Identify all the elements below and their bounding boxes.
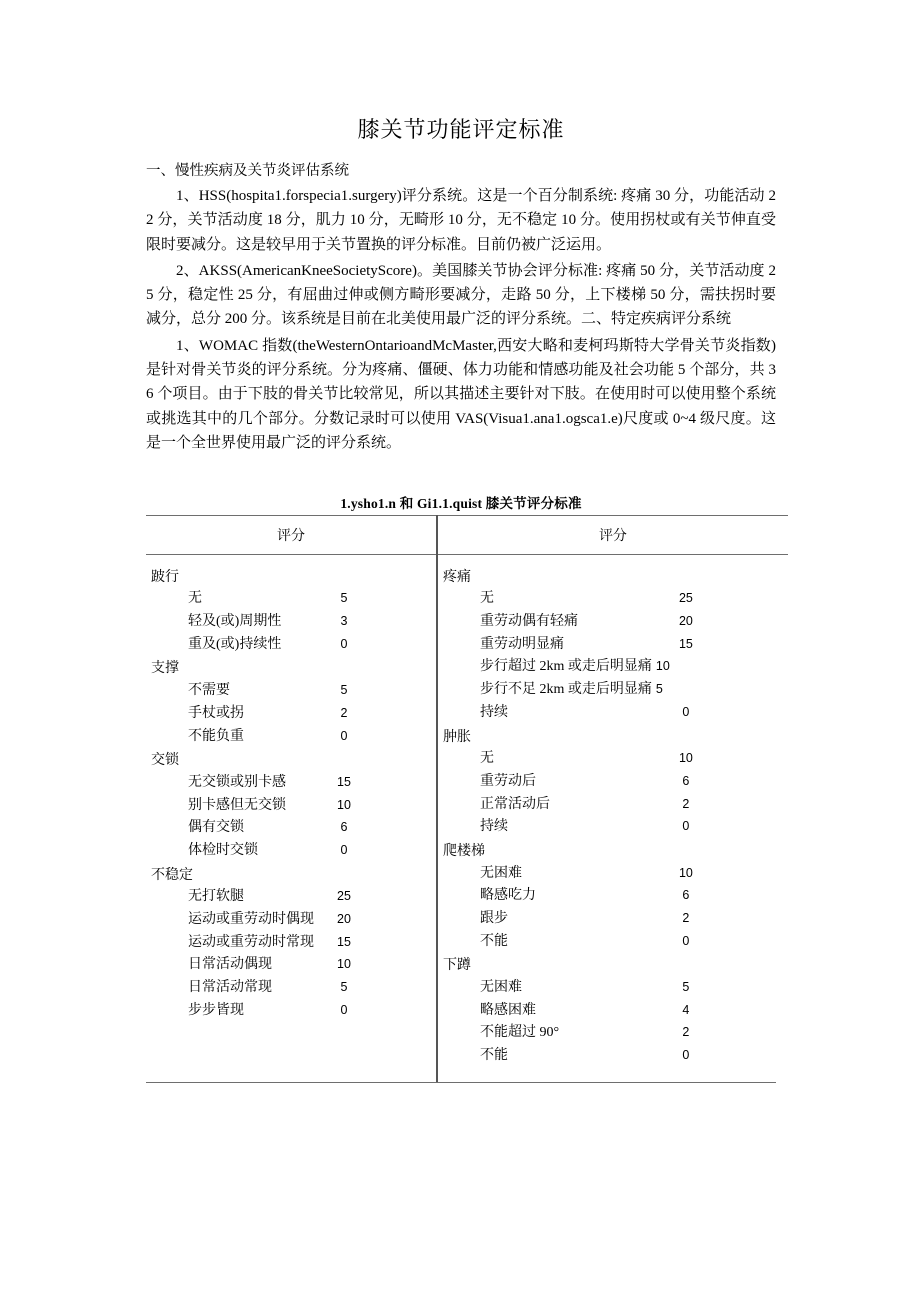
- left-score-header-label: 评分: [277, 528, 305, 544]
- score-row-value: 2: [682, 796, 690, 811]
- score-row-value: 0: [682, 819, 690, 834]
- score-row-value: 0: [340, 636, 348, 651]
- score-row-label: 不能: [480, 1047, 508, 1063]
- score-row-value: 6: [340, 820, 348, 835]
- score-row: [438, 679, 788, 702]
- score-row-value: 5: [340, 683, 348, 698]
- score-row-value: 0: [682, 1047, 690, 1062]
- right-table-body: [438, 555, 788, 1082]
- score-row-label: 无: [188, 591, 202, 607]
- score-row-label: 略感困难: [480, 1002, 536, 1018]
- score-group-heading: 不稳定: [151, 867, 193, 883]
- score-row: [438, 748, 788, 771]
- score-row: [146, 1000, 436, 1023]
- score-row-label: 不需要: [188, 683, 230, 699]
- paragraph-akss: 2、AKSS(AmericanKneeSocietyScore)。美国膝关节协会评分标准: 疼痛 50 分，关节活动度 25 分，稳定性 25 分，有屈曲过伸或侧方畸形要减分，走路 50 分，上下楼梯 50 分，需扶拐时要减分，总分 200 分。该系统是目前在北美使用最广泛的评分系统。二、特定疾病评分系统: [146, 262, 776, 328]
- score-row-value: 2: [340, 705, 348, 720]
- score-group-heading: 下蹲: [443, 958, 471, 974]
- score-row-value: 2: [682, 910, 690, 925]
- score-row: [146, 772, 436, 795]
- left-table-body: [146, 555, 436, 1037]
- paragraph-womac: 1、WOMAC 指数(theWesternOntarioandMcMaster,西安大略和麦柯玛斯特大学骨关节炎指数)是针对骨关节炎的评分系统。分为疼痛、僵硬、体力功能和情感功能及社会功能 5 个部分，共 36 个项目。由于下肢的骨关节比较常见，所以其描述主要针对下肢。在使用时可以使用整个系统或挑选其中的几个部分。分数记录时可以使用 VAS(Visua1.ana1.ogsca1.e)尺度或 0~4 级尺度。这是一个全世界使用最广泛的评分系统。: [146, 337, 776, 451]
- score-row-value: 6: [682, 773, 690, 788]
- score-row-value: 25: [678, 591, 693, 606]
- score-row: [146, 886, 436, 909]
- score-row: [146, 909, 436, 932]
- score-row-label: 无打软腿: [188, 889, 244, 905]
- score-row-label: 步行超过 2km 或走后明显痛: [480, 659, 652, 675]
- score-row-value: 20: [337, 911, 351, 926]
- score-row-label: 不能: [480, 933, 508, 949]
- score-row: [146, 680, 436, 703]
- score-table-block: [146, 495, 776, 1082]
- score-row-label: 正常活动后: [480, 796, 550, 812]
- score-row-label: 持续: [480, 819, 508, 835]
- score-row-label: 别卡感但无交锁: [188, 797, 286, 813]
- score-row-label: 日常活动偶现: [188, 957, 272, 973]
- score-row: [146, 634, 436, 657]
- score-row-value: 0: [340, 842, 348, 857]
- score-row: [146, 932, 436, 955]
- score-tables: [146, 515, 776, 1083]
- score-row-label: 跟步: [480, 910, 508, 926]
- score-row-value: 5: [340, 979, 348, 994]
- score-row-label: 无困难: [480, 979, 522, 995]
- score-group-heading: 交锁: [151, 753, 179, 769]
- score-group-heading: 疼痛: [443, 569, 471, 585]
- score-row-value: 15: [337, 774, 351, 789]
- score-group-heading: 肿胀: [443, 729, 471, 745]
- score-row-label: 运动或重劳动时偶现: [188, 911, 314, 927]
- score-row-value: 10: [337, 957, 351, 972]
- score-row-label: 无交锁或别卡感: [188, 774, 286, 790]
- score-row-label: 重劳动明显痛: [480, 636, 564, 652]
- score-row: [438, 863, 788, 886]
- section-heading-1: 一、慢性疾病及关节炎评估系统: [146, 162, 349, 179]
- score-row-label: 偶有交锁: [188, 820, 244, 836]
- score-row: [146, 817, 436, 840]
- score-row: [146, 795, 436, 818]
- score-row-label: 无: [480, 591, 494, 607]
- score-row-label: 不能超过 90°: [480, 1025, 560, 1041]
- score-table-left: [146, 515, 437, 1082]
- score-row: [438, 931, 788, 954]
- score-row: [438, 1045, 788, 1068]
- score-row: [438, 977, 788, 1000]
- score-row: [438, 702, 788, 725]
- score-row-value: 5: [340, 591, 348, 606]
- score-row-value: 10: [678, 751, 693, 766]
- score-row: [438, 588, 788, 611]
- score-row: [146, 954, 436, 977]
- score-row-label: 重劳动后: [480, 773, 536, 789]
- score-row-value: 20: [678, 614, 693, 629]
- score-row: [438, 885, 788, 908]
- score-row: [438, 794, 788, 817]
- score-row-value: 10: [655, 659, 670, 674]
- score-row: [438, 1000, 788, 1023]
- score-row-label: 不能负重: [188, 728, 244, 744]
- right-score-header: [438, 515, 788, 555]
- score-row-value: 5: [655, 682, 663, 697]
- left-score-header: [146, 515, 436, 555]
- score-row-label: 体检时交锁: [188, 842, 258, 858]
- score-row-value: 6: [682, 888, 690, 903]
- score-row: [438, 656, 788, 679]
- score-table-right: [437, 515, 788, 1082]
- score-row: [146, 726, 436, 749]
- score-row: [146, 840, 436, 863]
- score-row-value: 4: [682, 1002, 690, 1017]
- score-group-heading: 跛行: [151, 569, 179, 585]
- score-row-label: 轻及(或)周期性: [188, 614, 282, 630]
- paragraph-hss: 1、HSS(hospita1.forspecia1.surgery)评分系统。这是一个百分制系统: 疼痛 30 分，功能活动 22 分，关节活动度 18 分，肌力 10 分，无畸形 10 分，无不稳定 10 分。使用拐杖或有关节伸直受限时要减分。这是较早用于关节置换的评分标准。目前仍被广泛运用。: [146, 187, 776, 253]
- score-row-label: 持续: [480, 704, 508, 720]
- score-row: [146, 611, 436, 634]
- score-row: [146, 977, 436, 1000]
- score-row: [438, 634, 788, 657]
- score-row-label: 无困难: [480, 865, 522, 881]
- score-group-heading: 爬楼梯: [443, 843, 485, 859]
- score-row-value: 2: [682, 1025, 690, 1040]
- score-row-label: 重劳动偶有轻痛: [480, 614, 578, 630]
- right-score-header-label: 评分: [598, 528, 627, 544]
- score-row: [438, 908, 788, 931]
- score-row-value: 0: [682, 704, 690, 719]
- score-row: [438, 816, 788, 839]
- score-row-value: 0: [682, 933, 690, 948]
- score-row-label: 无: [480, 751, 494, 767]
- score-row: [146, 588, 436, 611]
- score-row-label: 手杖或拐: [188, 705, 244, 721]
- score-group-heading: 支撑: [151, 661, 179, 677]
- score-row-value: 15: [678, 636, 693, 651]
- score-row-label: 步行不足 2km 或走后明显痛: [480, 682, 652, 698]
- table-caption: 1.ysho1.n 和 Gi1.1.quist 膝关节评分标准: [340, 496, 582, 512]
- score-row-label: 重及(或)持续性: [188, 636, 282, 652]
- score-row-value: 5: [682, 979, 690, 994]
- score-row: [438, 611, 788, 634]
- score-row-label: 运动或重劳动时常现: [188, 934, 314, 950]
- score-row-label: 略感吃力: [480, 888, 536, 904]
- score-row-value: 0: [340, 728, 348, 743]
- score-row-value: 10: [337, 797, 351, 812]
- score-row-value: 25: [337, 889, 351, 904]
- score-row-label: 步步皆现: [188, 1002, 244, 1018]
- score-row: [438, 1022, 788, 1045]
- score-row: [146, 703, 436, 726]
- score-row: [438, 771, 788, 794]
- score-row-value: 0: [340, 1002, 348, 1017]
- score-row-value: 10: [678, 865, 693, 880]
- score-row-value: 3: [340, 614, 348, 629]
- score-row-label: 日常活动常现: [188, 979, 272, 995]
- score-row-value: 15: [337, 934, 351, 949]
- page-title: 膝关节功能评定标准: [357, 117, 565, 142]
- document-content: [146, 0, 776, 1083]
